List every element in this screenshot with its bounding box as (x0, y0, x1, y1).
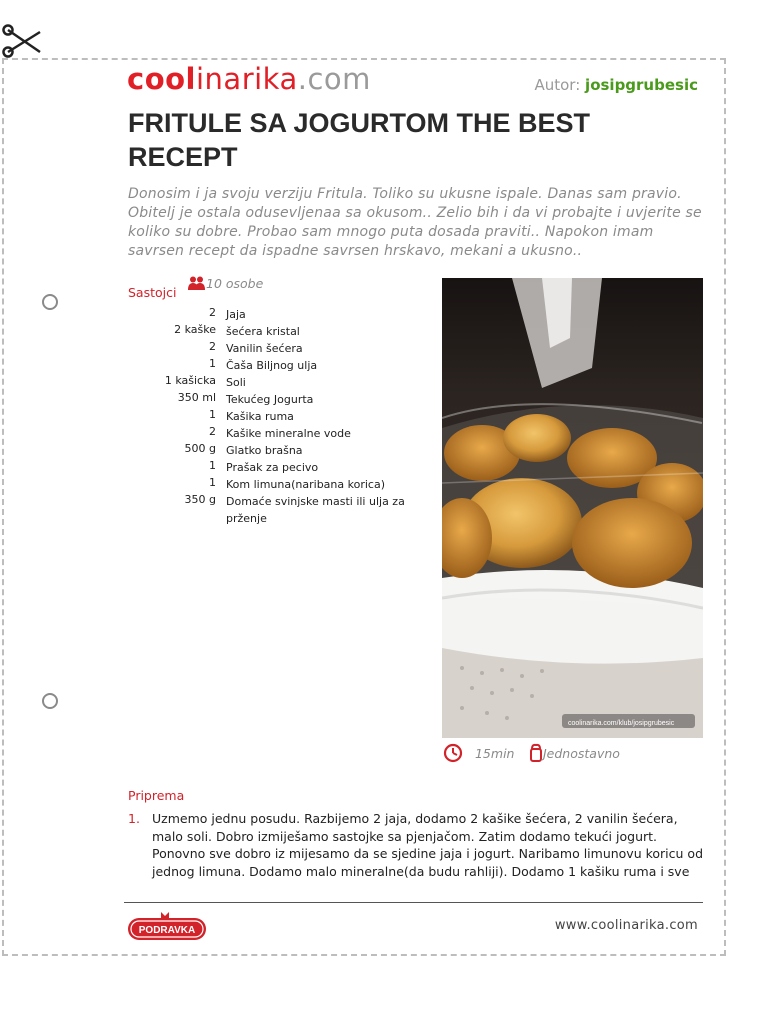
ingredient-qty: 2 kaške (174, 323, 216, 336)
difficulty-text: Jednostavno (543, 746, 620, 761)
ingredient-row (128, 340, 418, 357)
servings (188, 276, 263, 291)
ingredient-row (128, 476, 418, 493)
recipe-intro: Donosim i ja svoju verziju Fritula. Toliko su ukusne ispale. Danas sam pravio. Obitelj je ostala odusevljenaa sa okusom.. Zelio bih i da vi probajte i uvjerite se koliko su dobre. Probao sam mnogo puta dosada praviti.. Napokon imam savrsen recept da ispadne savrsen hrskavo, mekani a ukusno.. (128, 186, 702, 259)
ingredient-qty: 1 (209, 476, 216, 489)
punch-hole-bottom (42, 693, 58, 709)
podravka-logo-text: PODRAVKA (138, 925, 196, 936)
servings-text: 10 osobe (206, 276, 264, 291)
prep-time-text: 15min (474, 746, 515, 761)
ingredient-row (128, 408, 418, 425)
ingredient-qty: 350 ml (177, 391, 216, 404)
ingredient-name: Čaša Biljnog ulja (226, 359, 318, 372)
ingredient-name: Domaće svinjske masti ili ulja za prženje (226, 495, 405, 525)
footer-divider (124, 902, 703, 903)
ingredients-heading: Sastojci (128, 285, 177, 300)
ingredient-name: Tekućeg Jogurta (226, 393, 314, 406)
ingredient-name: Kašike mineralne vode (226, 427, 351, 440)
ingredient-name: šećera kristal (226, 325, 300, 338)
ingredient-name: Prašak za pecivo (226, 461, 319, 474)
ingredient-name: Kašika ruma (226, 410, 294, 423)
photo-watermark: coolinarika.com/klub/josipgrubesic (568, 720, 675, 727)
ingredient-row (128, 493, 418, 527)
people-icon (188, 276, 206, 290)
ingredient-row (128, 306, 418, 323)
ingredient-name: Kom limuna(naribana korica) (226, 478, 386, 491)
ingredient-row (128, 323, 418, 340)
ingredient-row (128, 374, 418, 391)
ingredient-name: Soli (226, 376, 246, 389)
prep-time (443, 743, 514, 763)
step-number: 1. (128, 811, 140, 826)
ingredient-row (128, 357, 418, 374)
website-link[interactable]: www.coolinarika.com (554, 918, 698, 933)
ingredient-qty: 2 (209, 306, 216, 319)
ingredient-qty: 2 (209, 425, 216, 438)
ingredient-row (128, 425, 418, 442)
ingredient-qty: 1 (209, 357, 216, 370)
podravka-logo[interactable] (127, 910, 207, 942)
preparation-heading: Priprema (128, 788, 185, 803)
punch-hole-top (42, 294, 58, 310)
preparation-step (128, 810, 703, 880)
coolinarika-logo[interactable] (127, 62, 371, 96)
ingredient-qty: 2 (209, 340, 216, 353)
ingredient-row (128, 459, 418, 476)
ingredient-name: Glatko brašna (226, 444, 303, 457)
step-text: Uzmemo jednu posudu. Razbijemo 2 jaja, dodamo 2 kašike šećera, 2 vanilin šećera, malo soli. Dobro izmiješamo sastojke sa pjenjačom. Zatim dodamo tekući jogurt. Ponovno sve dobro iz mijesamo da se sjedine jaja i jogurt. Naribamo limunovu koricu od jednog limuna. Dodamo malo mineralne(da budu rahliji). Dodamo 1 kašiku ruma i sve (152, 811, 704, 879)
difficulty (529, 743, 620, 763)
author-label: Autor: (534, 76, 581, 94)
preparation-steps (128, 810, 703, 880)
ingredients-list (128, 306, 418, 527)
ingredient-qty: 350 g (184, 493, 216, 506)
clock-icon (443, 743, 463, 763)
scissors-icon (2, 24, 42, 60)
ingredient-row (128, 442, 418, 459)
ingredient-qty: 500 g (184, 442, 216, 455)
ingredient-name: Jaja (226, 308, 246, 321)
recipe-photo[interactable] (442, 278, 703, 738)
logo-cool: cool (127, 62, 196, 96)
ingredient-name: Vanilin šećera (226, 342, 303, 355)
recipe-title: FRITULE SA JOGURTOM THE BEST RECEPT (128, 108, 591, 172)
ingredient-row (128, 391, 418, 408)
ingredient-qty: 1 kašicka (164, 374, 216, 387)
logo-inarika: inarika (195, 62, 298, 96)
ingredient-qty: 1 (209, 408, 216, 421)
ingredient-qty: 1 (209, 459, 216, 472)
author-line (534, 76, 698, 94)
author-name-link[interactable]: josipgrubesic (585, 76, 698, 94)
logo-com: .com (297, 62, 371, 96)
chef-hat-icon (529, 743, 543, 763)
